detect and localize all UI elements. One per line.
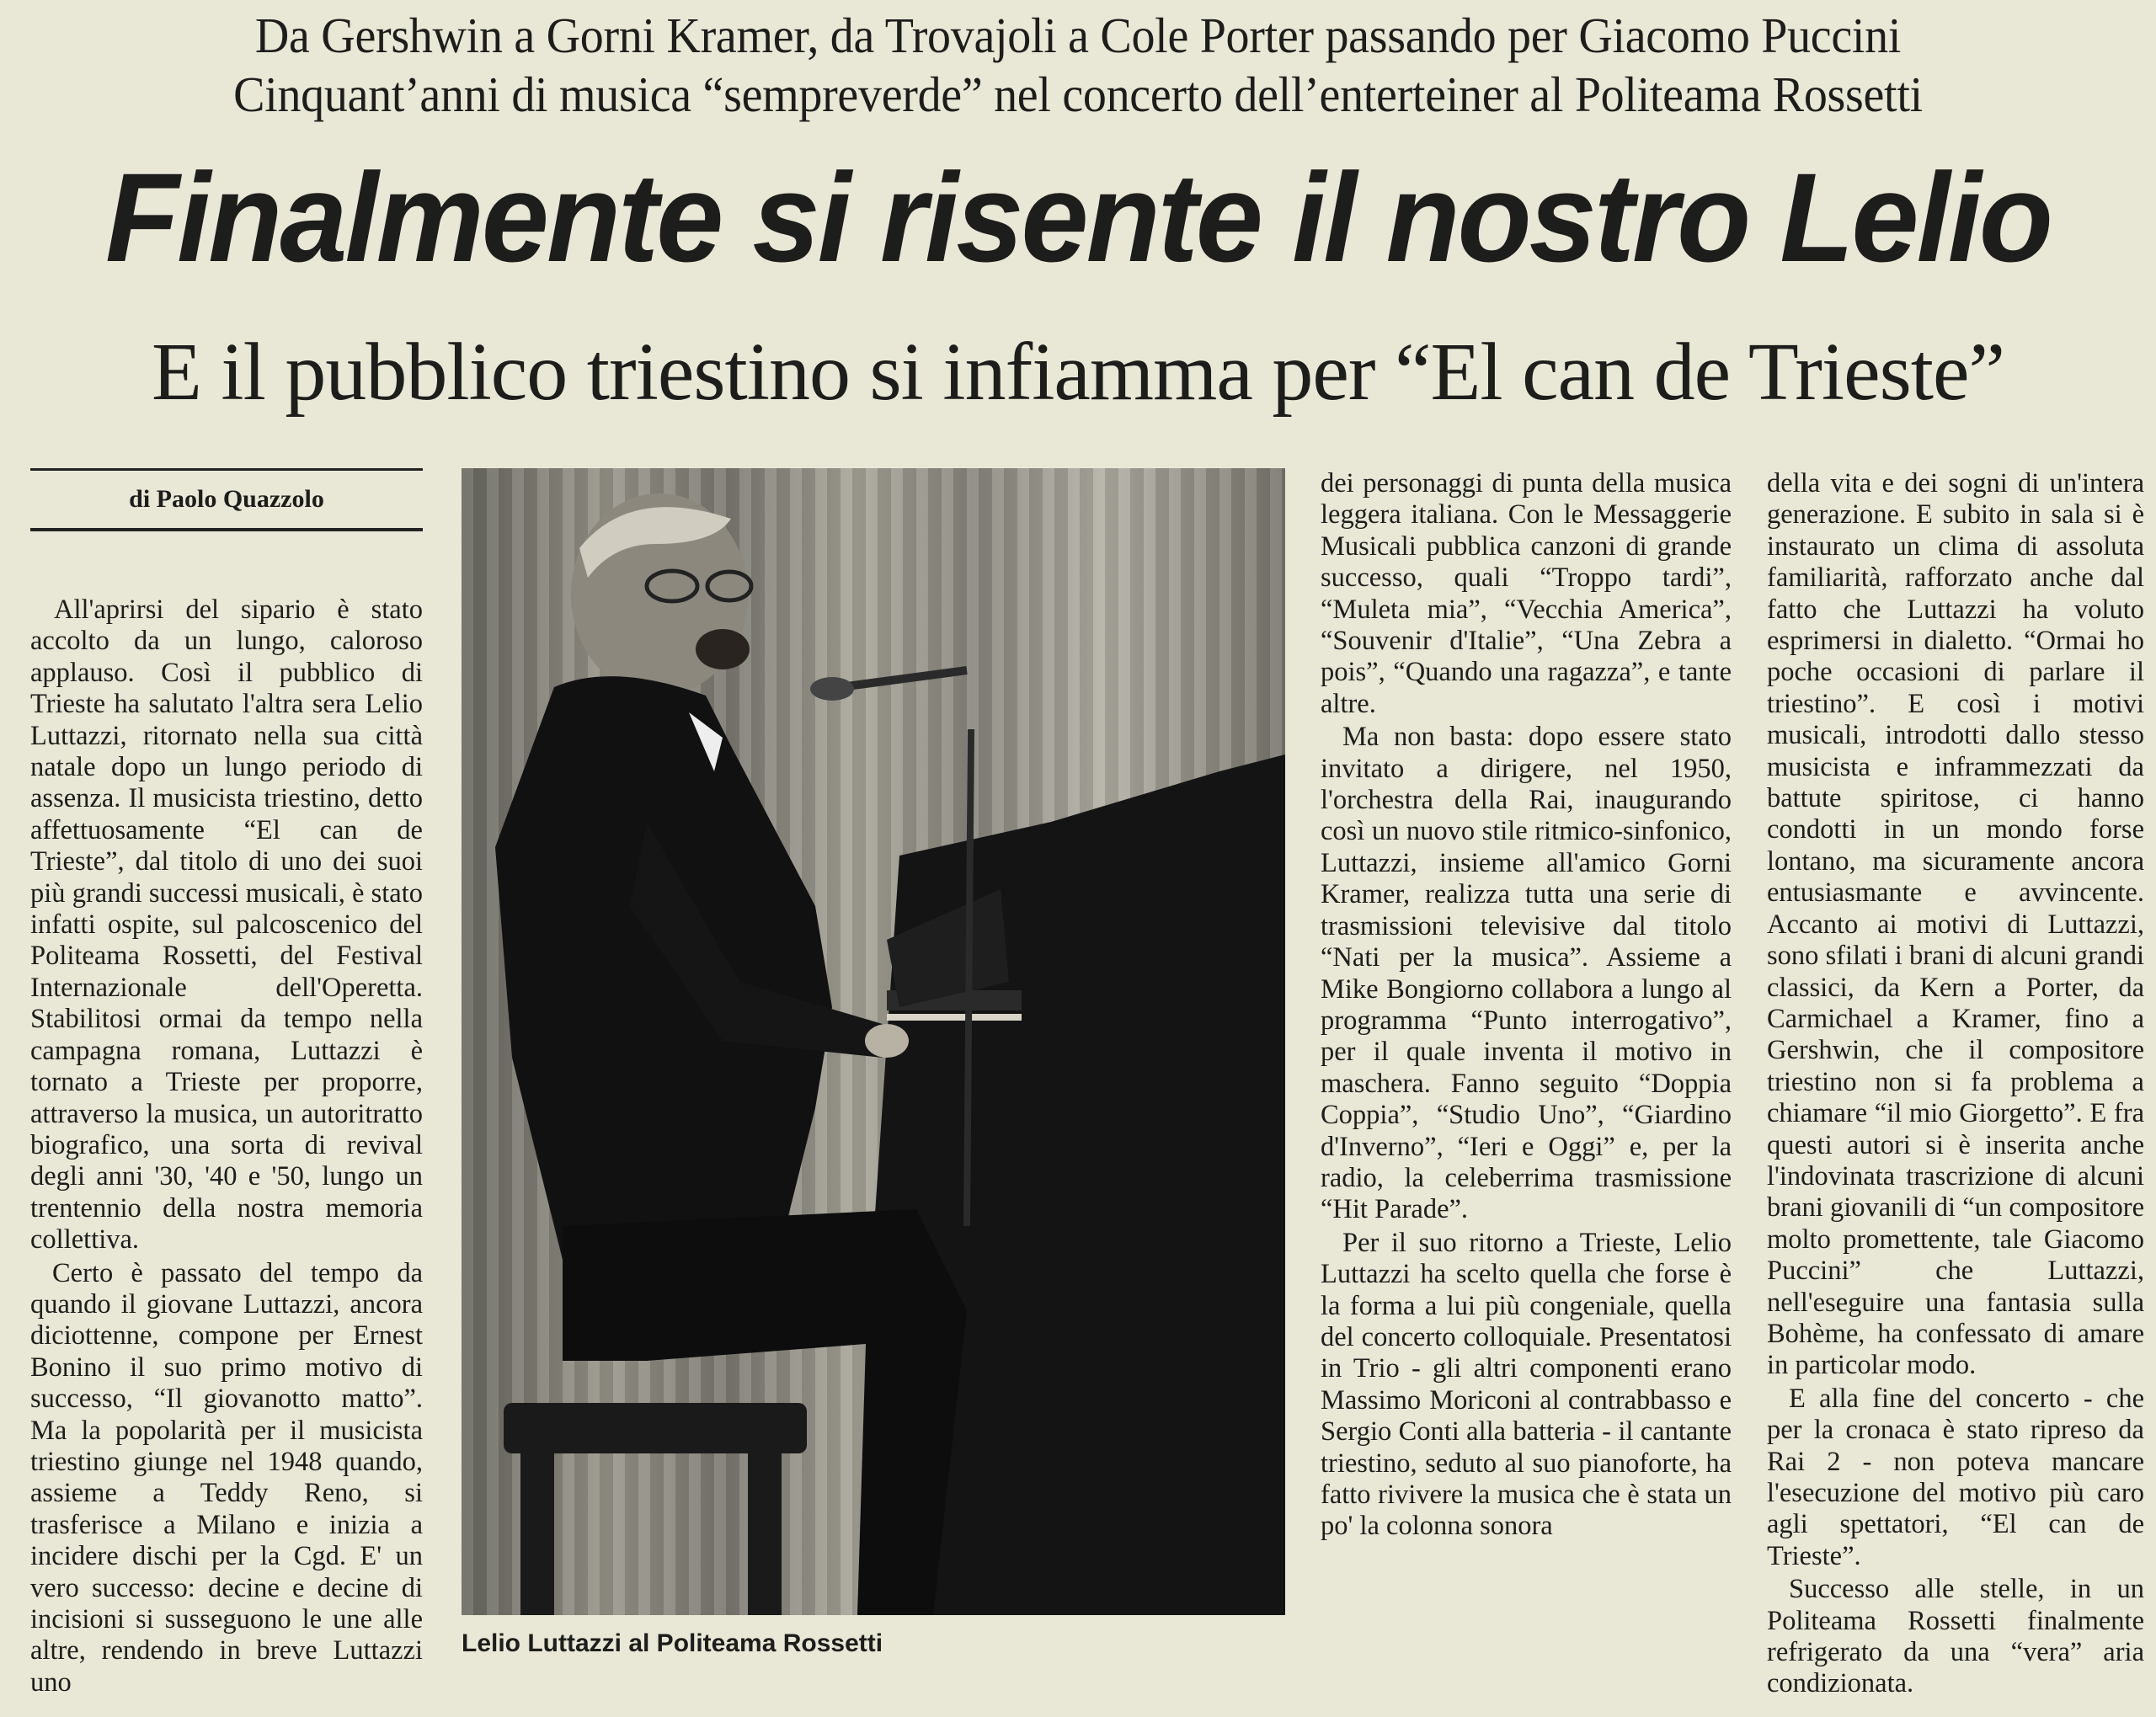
paragraph: Certo è passato del tempo da quando il giovane Luttazzi, ancora diciottenne, compone per Ernest Bonino il suo primo motivo di successo, “Il giovanotto matto”. Ma la popolarità per il musicista triestino giunge nel 1948 quando, assieme a Teddy Reno, si trasferisce a Milano e inizia a incidere dischi per la Cgd. E' un vero successo: decine e decine di incisioni si susseguono le une alle altre, rendendo in breve Luttazzi uno <box>30 1257 423 1698</box>
photo-illustration <box>462 468 1285 1615</box>
photo-lelio-luttazzi-at-piano <box>462 468 1285 1615</box>
article-column-4 <box>1767 468 2144 1700</box>
paragraph: Successo alle stelle, in un Politeama Rossetti finalmente refrigerato da una “vera” aria condizionata. <box>1767 1574 2144 1699</box>
kicker-line-2: Cinquant’anni di musica “sempreverde” nel concerto dell’enterteiner al Politeama Rossetti <box>233 67 1923 123</box>
paragraph: E alla fine del concerto - che per la cronaca è stato ripreso da Rai 2 - non poteva mancare l'esecuzione del motivo più caro agli spettatori, “El can de Trieste”. <box>1767 1383 2144 1571</box>
article-column-1 <box>30 595 423 1698</box>
subheadline: E il pubblico triestino si infiamma per “El can de Trieste” <box>152 327 2004 418</box>
paragraph: All'aprirsi del sipario è stato accolto da un lungo, caloroso applauso. Così il pubblico di Trieste ha salutato l'altra sera Lelio Luttazzi, ritornato nella sua città natale dopo un lungo periodo di assenza. Il musicista triestino, detto affettuosamente “El can de Trieste”, dal titolo di uno dei suoi più grandi successi musicali, è stato infatti ospite, sul palcoscenico del Politeama Rossetti, del Festival Internazionale dell'Operetta. Stabilitosi ormai da tempo nella campagna romana, Luttazzi è tornato a Trieste per proporre, attraverso la musica, un autoritratto biografico, una sorta di revival degli anni '30, '40 e '50, lungo un trentennio della nostra memoria collettiva. <box>30 595 423 1256</box>
paragraph: Per il suo ritorno a Trieste, Lelio Luttazzi ha scelto quella che forse è la forma a lui più congeniale, quella del concerto colloquiale. Presentatosi in Trio - gli altri componenti erano Massimo Moriconi al contrabbasso e Sergio Conti alla batteria - il cantante triestino, seduto al suo pianoforte, ha fatto rivivere la musica che è stata un po' la colonna sonora <box>1321 1227 1732 1542</box>
headline: Finalmente si risente il nostro Lelio <box>105 147 2051 288</box>
photo-caption: Lelio Luttazzi al Politeama Rossetti <box>462 1629 883 1657</box>
byline: di Paolo Quazzolo <box>30 468 423 531</box>
article-column-3 <box>1321 468 1732 1543</box>
paragraph: dei personaggi di punta della musica leggera italiana. Con le Messaggerie Musicali pubblica canzoni di grande successo, quali “Troppo tardi”, “Muleta mia”, “Vecchia America”, “Souvenir d'Italie”, “Una Zebra a pois”, “Quando una ragazza”, e tante altre. <box>1321 468 1732 719</box>
paragraph: della vita e dei sogni di un'intera generazione. E subito in sala si è instaurato un clima di assoluta familiarità, rafforzato anche dal fatto che Luttazzi ha voluto esprimersi in dialetto. “Ormai ho poche occasioni di parlare il triestino”. E così i motivi musicali, introdotti dallo stesso musicista e inframmezzati da battute spiritose, ci hanno condotti in un mondo forse lontano, ma sicuramente ancora entusiasmante e avvincente. Accanto ai motivi di Luttazzi, sono sfilati i brani di alcuni grandi classici, da Kern a Porter, da Carmichael a Kramer, fino a Gershwin, che il compositore triestino non si fa problema a chiamare “il mio Giorgetto”. E fra questi autori si è inserita anche l'indovinata trascrizione di alcuni brani giovanili di “un compositore molto promettente, tale Giacomo Puccini” che Luttazzi, nell'eseguire una fantasia sulla Bohème, ha confessato di amare in particolar modo. <box>1767 468 2144 1381</box>
paragraph: Ma non basta: dopo essere stato invitato a dirigere, nel 1950, l'orchestra della Rai, inaugurando così un nuovo stile ritmico-sinfonico, Luttazzi, insieme all'amico Gorni Kramer, realizza tutta una serie di trasmissioni televisive dal titolo “Nati per la musica”. Assieme a Mike Bongiorno collabora a lungo al programma “Punto interrogativo”, per il quale inventa il motivo in maschera. Fanno seguito “Doppia Coppia”, “Studio Uno”, “Giardino d'Inverno”, “Ieri e Oggi” e, per la radio, la celeberrima trasmissione “Hit Parade”. <box>1321 722 1732 1225</box>
kicker-line-1: Da Gershwin a Gorni Kramer, da Trovajoli a Cole Porter passando per Giacomo Puccini <box>254 8 1902 64</box>
